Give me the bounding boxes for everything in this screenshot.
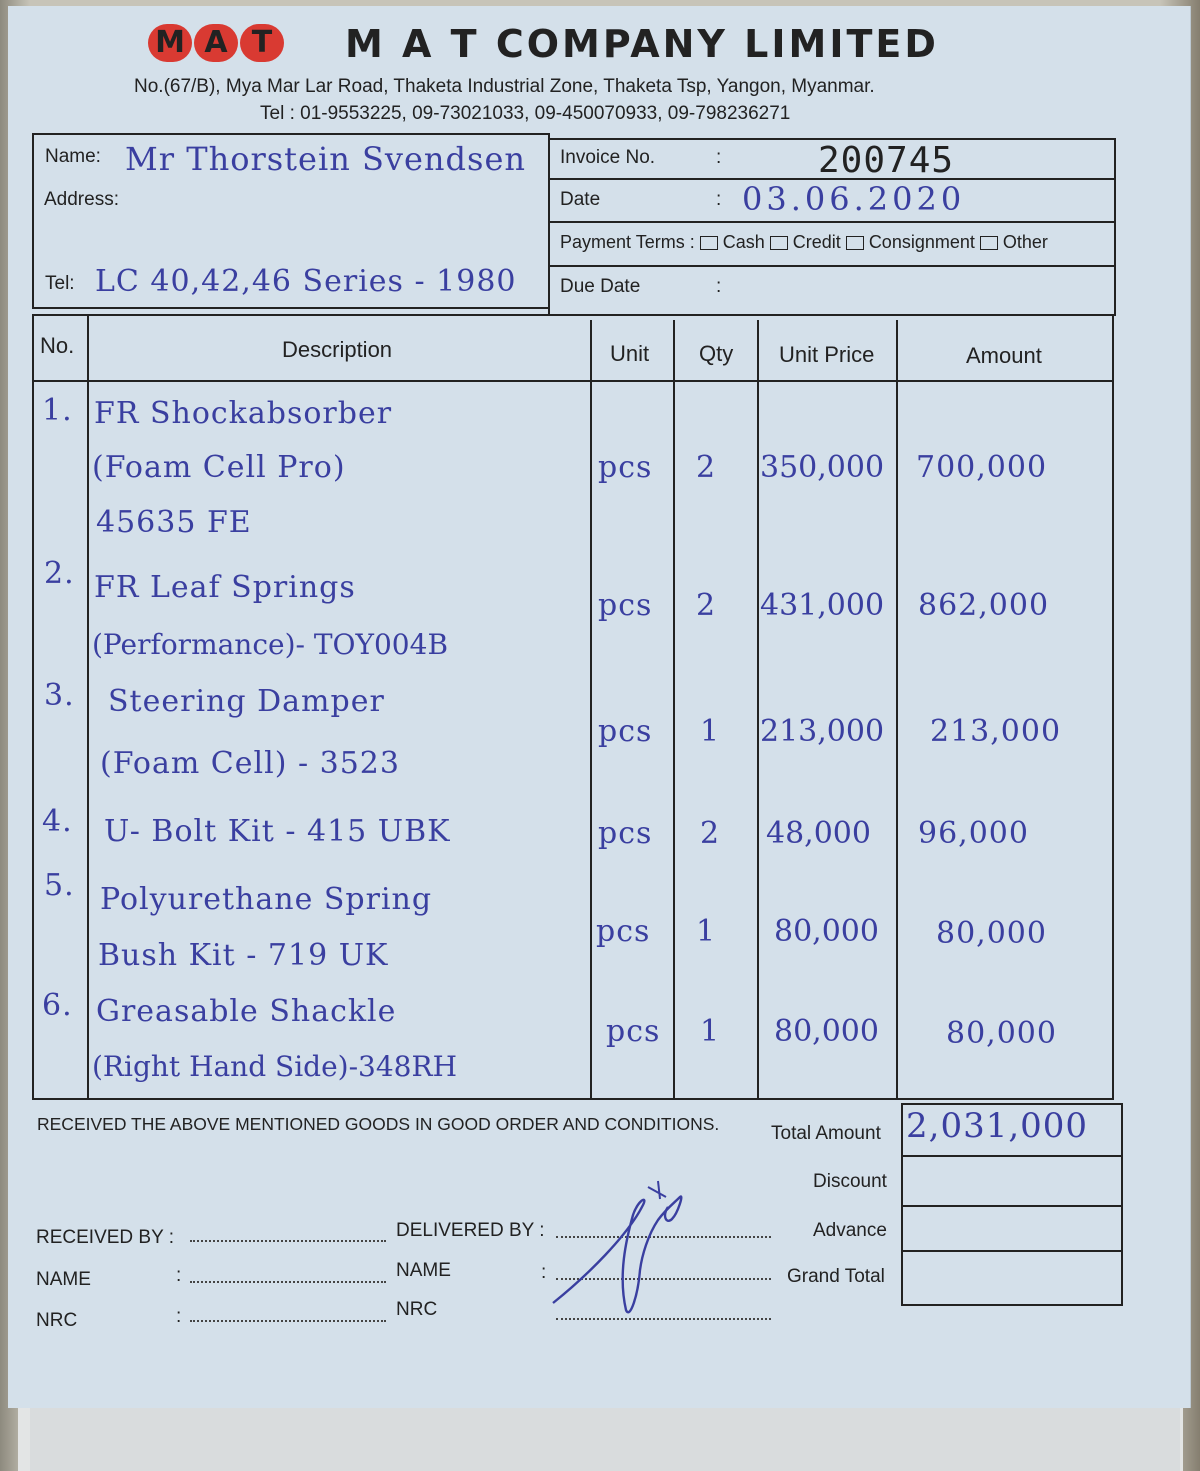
row-no: 3. — [44, 678, 75, 713]
row-unit-price: 80,000 — [774, 1014, 879, 1049]
row-no: 2. — [44, 556, 75, 591]
received-statement: RECEIVED THE ABOVE MENTIONED GOODS IN GOOD ORDER AND CONDITIONS. — [37, 1114, 720, 1134]
row-amount: 700,000 — [916, 450, 1048, 485]
grand-total-label: Grand Total — [787, 1266, 885, 1287]
col-header-amount: Amount — [966, 343, 1042, 368]
row-qty: 2 — [700, 816, 721, 851]
company-telephone: Tel : 01-9553225, 09-73021033, 09-450070933, 09-798236271 — [260, 103, 791, 124]
col-header-unit: Unit — [610, 341, 650, 366]
table-header-divider — [32, 380, 1114, 382]
checkbox-icon[interactable] — [980, 236, 998, 250]
row-amount: 80,000 — [946, 1016, 1057, 1051]
customer-name: Mr Thorstein Svendsen — [125, 140, 526, 178]
address-label: Address: — [44, 189, 119, 210]
invoice-no-colon: : — [716, 147, 722, 168]
customer-tel: LC 40,42,46 Series - 1980 — [95, 264, 517, 299]
signature — [548, 1175, 698, 1325]
received-by-line[interactable] — [190, 1240, 386, 1242]
totals-divider — [901, 1155, 1123, 1157]
totals-divider — [901, 1250, 1123, 1252]
name-line-left[interactable] — [190, 1281, 386, 1283]
row-qty: 1 — [696, 914, 717, 949]
col-header-qty: Qty — [699, 341, 734, 366]
row-description-line: 45635 FE — [96, 505, 252, 540]
row-description-line: (Foam Cell Pro) — [92, 450, 346, 485]
nrc-line-left[interactable] — [190, 1320, 386, 1322]
row-description-line: FR Leaf Springs — [94, 570, 356, 605]
row-qty: 1 — [700, 1014, 721, 1049]
column-divider — [590, 320, 592, 1100]
delivered-by-label: DELIVERED BY : — [396, 1220, 545, 1241]
row-description-line: Bush Kit - 719 UK — [98, 938, 389, 973]
underlying-page-2 — [30, 1408, 1180, 1471]
row-no: 1. — [42, 393, 73, 428]
logo-letter: T — [240, 24, 284, 62]
row-unit-price: 48,000 — [766, 816, 871, 851]
row-description-line: (Right Hand Side)-348RH — [92, 1050, 457, 1083]
total-amount-value: 2,031,000 — [906, 1106, 1089, 1146]
row-description-line: Polyurethane Spring — [100, 882, 433, 917]
column-divider — [896, 320, 898, 1100]
invoice-date: 03.06.2020 — [742, 180, 966, 218]
nrc-label-right: NRC — [396, 1299, 438, 1320]
payment-option-credit: Credit — [792, 232, 841, 252]
row-description-line: U- Bolt Kit - 415 UBK — [104, 814, 451, 849]
payment-terms — [560, 232, 1048, 253]
payment-option-other: Other — [1002, 232, 1048, 252]
row-unit-price: 431,000 — [760, 588, 885, 623]
name-label-right: NAME — [396, 1260, 451, 1281]
row-amount: 213,000 — [930, 714, 1062, 749]
received-by-label: RECEIVED BY : — [36, 1227, 174, 1248]
payment-option-consignment: Consignment — [868, 232, 975, 252]
due-date-colon: : — [716, 276, 722, 297]
name-colon-right: : — [541, 1262, 547, 1283]
row-unit: pcs — [598, 588, 653, 623]
checkbox-icon[interactable] — [700, 236, 718, 250]
column-divider — [757, 320, 759, 1100]
row-no: 6. — [42, 988, 73, 1023]
row-unit-price: 80,000 — [774, 914, 879, 949]
advance-label: Advance — [813, 1220, 887, 1241]
name-label: Name: — [45, 146, 101, 167]
company-logo — [148, 24, 284, 62]
logo-letter: M — [148, 24, 192, 62]
divider — [548, 221, 1116, 223]
nrc-colon-left: : — [176, 1306, 182, 1327]
column-divider — [87, 314, 89, 1100]
payment-terms-label: Payment Terms : — [560, 232, 695, 252]
row-description-line: Greasable Shackle — [96, 994, 397, 1029]
due-date-label: Due Date — [560, 276, 641, 297]
invoice-number: 200745 — [818, 140, 955, 181]
company-name: M A T COMPANY LIMITED — [345, 22, 939, 66]
row-amount: 96,000 — [918, 816, 1029, 851]
totals-divider — [901, 1205, 1123, 1207]
nrc-label-left: NRC — [36, 1310, 78, 1331]
date-label: Date — [560, 189, 601, 210]
row-unit-price: 350,000 — [760, 450, 885, 485]
column-divider — [673, 320, 675, 1100]
col-header-no: No. — [40, 333, 75, 358]
col-header-unit-price: Unit Price — [779, 342, 875, 367]
row-unit: pcs — [596, 914, 651, 949]
row-description-line: Steering Damper — [108, 684, 385, 719]
row-no: 5. — [44, 868, 75, 903]
payment-option-cash: Cash — [722, 232, 765, 252]
row-unit: pcs — [598, 714, 653, 749]
row-no: 4. — [42, 804, 73, 839]
company-address: No.(67/B), Mya Mar Lar Road, Thaketa Industrial Zone, Thaketa Tsp, Yangon, Myanmar. — [134, 76, 875, 97]
row-unit: pcs — [606, 1014, 661, 1049]
logo-letter: A — [194, 24, 238, 62]
tel-label: Tel: — [45, 273, 75, 294]
checkbox-icon[interactable] — [770, 236, 788, 250]
row-description-line: (Foam Cell) - 3523 — [100, 746, 400, 781]
total-amount-label: Total Amount — [771, 1123, 881, 1144]
row-qty: 1 — [700, 714, 721, 749]
checkbox-icon[interactable] — [846, 236, 864, 250]
divider — [548, 265, 1116, 267]
invoice-no-label: Invoice No. — [560, 147, 656, 168]
row-qty: 2 — [696, 588, 717, 623]
row-unit-price: 213,000 — [760, 714, 885, 749]
discount-label: Discount — [813, 1171, 887, 1192]
row-unit: pcs — [598, 816, 653, 851]
row-description-line: FR Shockabsorber — [94, 396, 393, 431]
row-amount: 80,000 — [936, 916, 1047, 951]
row-unit: pcs — [598, 450, 653, 485]
date-colon: : — [716, 189, 722, 210]
name-colon-left: : — [176, 1265, 182, 1286]
row-qty: 2 — [696, 450, 717, 485]
row-amount: 862,000 — [918, 588, 1050, 623]
row-description-line: (Performance)- TOY004B — [92, 628, 449, 661]
col-header-description: Description — [282, 337, 393, 362]
name-label-left: NAME — [36, 1269, 91, 1290]
